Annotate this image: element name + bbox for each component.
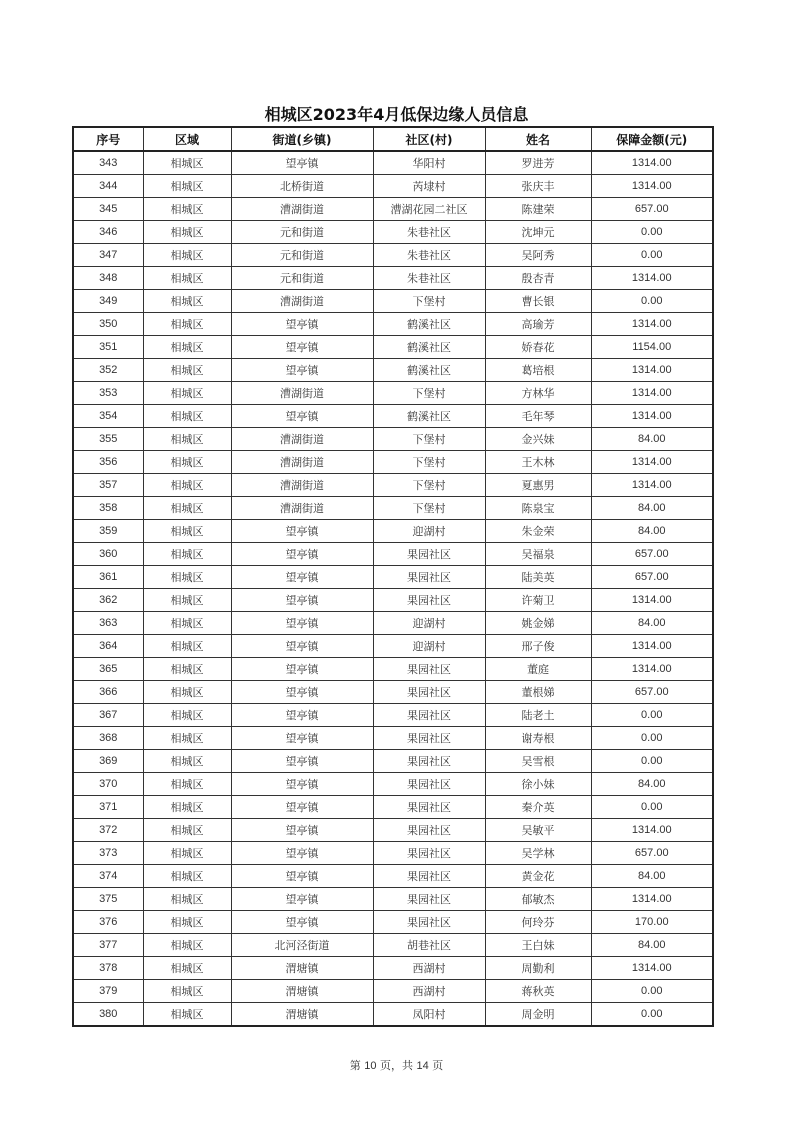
cell-index: 362 xyxy=(73,589,143,612)
cell-index: 378 xyxy=(73,957,143,980)
cell-district: 相城区 xyxy=(143,612,231,635)
cell-amount: 84.00 xyxy=(591,428,713,451)
cell-community: 朱巷社区 xyxy=(373,244,485,267)
cell-community: 果园社区 xyxy=(373,658,485,681)
cell-amount: 1154.00 xyxy=(591,336,713,359)
table-row xyxy=(73,658,713,681)
cell-name: 吴学林 xyxy=(485,842,591,865)
cell-community: 西湖村 xyxy=(373,957,485,980)
cell-name: 王木林 xyxy=(485,451,591,474)
cell-district: 相城区 xyxy=(143,151,231,175)
cell-index: 380 xyxy=(73,1003,143,1027)
cell-community: 下堡村 xyxy=(373,474,485,497)
table-header-row xyxy=(73,127,713,151)
column-header-street: 街道(乡镇) xyxy=(231,127,373,151)
cell-index: 344 xyxy=(73,175,143,198)
cell-street: 漕湖街道 xyxy=(231,382,373,405)
table-row xyxy=(73,888,713,911)
cell-community: 果园社区 xyxy=(373,796,485,819)
table-row xyxy=(73,566,713,589)
column-header-community: 社区(村) xyxy=(373,127,485,151)
table-row xyxy=(73,290,713,313)
cell-name: 周金明 xyxy=(485,1003,591,1027)
cell-district: 相城区 xyxy=(143,520,231,543)
cell-index: 343 xyxy=(73,151,143,175)
cell-name: 何玲芬 xyxy=(485,911,591,934)
cell-community: 漕湖花园二社区 xyxy=(373,198,485,221)
table-row xyxy=(73,704,713,727)
cell-name: 陈泉宝 xyxy=(485,497,591,520)
cell-district: 相城区 xyxy=(143,290,231,313)
cell-name: 秦介英 xyxy=(485,796,591,819)
cell-amount: 84.00 xyxy=(591,773,713,796)
cell-community: 下堡村 xyxy=(373,428,485,451)
cell-street: 漕湖街道 xyxy=(231,474,373,497)
cell-district: 相城区 xyxy=(143,405,231,428)
cell-street: 望亭镇 xyxy=(231,336,373,359)
cell-street: 北河泾街道 xyxy=(231,934,373,957)
cell-community: 迎湖村 xyxy=(373,635,485,658)
table-row xyxy=(73,405,713,428)
cell-name: 徐小妹 xyxy=(485,773,591,796)
cell-community: 果园社区 xyxy=(373,681,485,704)
cell-amount: 0.00 xyxy=(591,704,713,727)
cell-name: 沈坤元 xyxy=(485,221,591,244)
cell-name: 董根娣 xyxy=(485,681,591,704)
cell-street: 漕湖街道 xyxy=(231,290,373,313)
cell-community: 果园社区 xyxy=(373,819,485,842)
cell-district: 相城区 xyxy=(143,704,231,727)
cell-name: 吴福泉 xyxy=(485,543,591,566)
cell-district: 相城区 xyxy=(143,589,231,612)
cell-name: 方林华 xyxy=(485,382,591,405)
table-row xyxy=(73,221,713,244)
cell-street: 望亭镇 xyxy=(231,796,373,819)
cell-street: 元和街道 xyxy=(231,244,373,267)
cell-community: 果园社区 xyxy=(373,911,485,934)
cell-amount: 0.00 xyxy=(591,796,713,819)
cell-district: 相城区 xyxy=(143,681,231,704)
cell-street: 望亭镇 xyxy=(231,589,373,612)
cell-amount: 84.00 xyxy=(591,497,713,520)
cell-district: 相城区 xyxy=(143,865,231,888)
cell-district: 相城区 xyxy=(143,267,231,290)
table-row xyxy=(73,313,713,336)
cell-index: 349 xyxy=(73,290,143,313)
cell-name: 郁敏杰 xyxy=(485,888,591,911)
cell-street: 望亭镇 xyxy=(231,750,373,773)
cell-index: 352 xyxy=(73,359,143,382)
cell-district: 相城区 xyxy=(143,244,231,267)
cell-street: 望亭镇 xyxy=(231,635,373,658)
cell-district: 相城区 xyxy=(143,474,231,497)
cell-index: 367 xyxy=(73,704,143,727)
table-row xyxy=(73,267,713,290)
cell-street: 漕湖街道 xyxy=(231,428,373,451)
table-row xyxy=(73,612,713,635)
table-row xyxy=(73,520,713,543)
table-row xyxy=(73,474,713,497)
cell-community: 凤阳村 xyxy=(373,1003,485,1027)
cell-amount: 84.00 xyxy=(591,934,713,957)
cell-index: 347 xyxy=(73,244,143,267)
cell-index: 345 xyxy=(73,198,143,221)
cell-community: 果园社区 xyxy=(373,589,485,612)
cell-index: 373 xyxy=(73,842,143,865)
cell-community: 下堡村 xyxy=(373,290,485,313)
cell-name: 吴阿秀 xyxy=(485,244,591,267)
cell-street: 渭塘镇 xyxy=(231,957,373,980)
cell-district: 相城区 xyxy=(143,911,231,934)
cell-index: 348 xyxy=(73,267,143,290)
cell-name: 葛培根 xyxy=(485,359,591,382)
cell-district: 相城区 xyxy=(143,796,231,819)
cell-district: 相城区 xyxy=(143,957,231,980)
table-row xyxy=(73,428,713,451)
cell-street: 望亭镇 xyxy=(231,773,373,796)
column-header-index: 序号 xyxy=(73,127,143,151)
table-row xyxy=(73,175,713,198)
column-header-name: 姓名 xyxy=(485,127,591,151)
cell-community: 下堡村 xyxy=(373,382,485,405)
cell-street: 元和街道 xyxy=(231,267,373,290)
cell-amount: 1314.00 xyxy=(591,405,713,428)
cell-community: 果园社区 xyxy=(373,773,485,796)
cell-amount: 1314.00 xyxy=(591,151,713,175)
table-row xyxy=(73,750,713,773)
cell-amount: 1314.00 xyxy=(591,658,713,681)
cell-amount: 657.00 xyxy=(591,566,713,589)
table-body xyxy=(73,151,713,1026)
cell-name: 殷杏青 xyxy=(485,267,591,290)
cell-district: 相城区 xyxy=(143,497,231,520)
cell-name: 张庆丰 xyxy=(485,175,591,198)
cell-amount: 657.00 xyxy=(591,681,713,704)
table-row xyxy=(73,359,713,382)
cell-amount: 1314.00 xyxy=(591,957,713,980)
table-row xyxy=(73,980,713,1003)
cell-index: 371 xyxy=(73,796,143,819)
cell-name: 王白妹 xyxy=(485,934,591,957)
cell-amount: 1314.00 xyxy=(591,819,713,842)
footer-suffix: 页 xyxy=(432,1059,444,1072)
cell-street: 望亭镇 xyxy=(231,865,373,888)
cell-community: 鹤溪社区 xyxy=(373,313,485,336)
cell-index: 366 xyxy=(73,681,143,704)
cell-index: 376 xyxy=(73,911,143,934)
cell-amount: 1314.00 xyxy=(591,267,713,290)
cell-district: 相城区 xyxy=(143,727,231,750)
cell-street: 元和街道 xyxy=(231,221,373,244)
cell-index: 368 xyxy=(73,727,143,750)
cell-community: 鹤溪社区 xyxy=(373,336,485,359)
cell-district: 相城区 xyxy=(143,888,231,911)
cell-amount: 1314.00 xyxy=(591,382,713,405)
cell-index: 353 xyxy=(73,382,143,405)
table-row xyxy=(73,934,713,957)
table-row xyxy=(73,796,713,819)
cell-amount: 0.00 xyxy=(591,1003,713,1027)
cell-district: 相城区 xyxy=(143,1003,231,1027)
cell-street: 渭塘镇 xyxy=(231,1003,373,1027)
cell-index: 363 xyxy=(73,612,143,635)
cell-community: 朱巷社区 xyxy=(373,267,485,290)
cell-name: 金兴妹 xyxy=(485,428,591,451)
cell-street: 望亭镇 xyxy=(231,566,373,589)
cell-amount: 657.00 xyxy=(591,198,713,221)
column-header-amount: 保障金额(元) xyxy=(591,127,713,151)
cell-street: 望亭镇 xyxy=(231,658,373,681)
cell-amount: 84.00 xyxy=(591,865,713,888)
cell-index: 356 xyxy=(73,451,143,474)
current-page-number: 10 xyxy=(364,1060,377,1072)
recipient-table xyxy=(72,126,714,1027)
cell-community: 果园社区 xyxy=(373,727,485,750)
cell-name: 陆美英 xyxy=(485,566,591,589)
cell-amount: 84.00 xyxy=(591,520,713,543)
cell-district: 相城区 xyxy=(143,428,231,451)
table-row xyxy=(73,773,713,796)
table-row xyxy=(73,589,713,612)
cell-amount: 1314.00 xyxy=(591,589,713,612)
cell-name: 陈建荣 xyxy=(485,198,591,221)
cell-amount: 1314.00 xyxy=(591,635,713,658)
cell-amount: 0.00 xyxy=(591,727,713,750)
cell-name: 董庭 xyxy=(485,658,591,681)
cell-street: 望亭镇 xyxy=(231,819,373,842)
cell-community: 鹤溪社区 xyxy=(373,405,485,428)
footer-middle: 页，共 xyxy=(380,1059,413,1072)
cell-street: 望亭镇 xyxy=(231,681,373,704)
cell-amount: 0.00 xyxy=(591,290,713,313)
cell-street: 望亭镇 xyxy=(231,612,373,635)
cell-name: 毛年琴 xyxy=(485,405,591,428)
cell-amount: 0.00 xyxy=(591,750,713,773)
cell-name: 吴雪根 xyxy=(485,750,591,773)
cell-community: 朱巷社区 xyxy=(373,221,485,244)
cell-district: 相城区 xyxy=(143,198,231,221)
table-row xyxy=(73,451,713,474)
cell-community: 果园社区 xyxy=(373,888,485,911)
cell-street: 北桥街道 xyxy=(231,175,373,198)
cell-amount: 0.00 xyxy=(591,244,713,267)
cell-district: 相城区 xyxy=(143,842,231,865)
cell-index: 364 xyxy=(73,635,143,658)
cell-community: 下堡村 xyxy=(373,451,485,474)
cell-district: 相城区 xyxy=(143,635,231,658)
cell-street: 望亭镇 xyxy=(231,313,373,336)
cell-name: 蒋秋英 xyxy=(485,980,591,1003)
table-row xyxy=(73,497,713,520)
cell-community: 果园社区 xyxy=(373,566,485,589)
cell-amount: 657.00 xyxy=(591,543,713,566)
cell-district: 相城区 xyxy=(143,382,231,405)
cell-name: 谢寿根 xyxy=(485,727,591,750)
cell-index: 359 xyxy=(73,520,143,543)
cell-amount: 84.00 xyxy=(591,612,713,635)
cell-street: 望亭镇 xyxy=(231,842,373,865)
table-row xyxy=(73,198,713,221)
cell-name: 邢子俊 xyxy=(485,635,591,658)
cell-community: 芮埭村 xyxy=(373,175,485,198)
cell-street: 望亭镇 xyxy=(231,704,373,727)
cell-name: 许菊卫 xyxy=(485,589,591,612)
table-row xyxy=(73,957,713,980)
cell-street: 漕湖街道 xyxy=(231,451,373,474)
cell-community: 鹤溪社区 xyxy=(373,359,485,382)
table-row xyxy=(73,244,713,267)
cell-community: 下堡村 xyxy=(373,497,485,520)
cell-index: 350 xyxy=(73,313,143,336)
cell-street: 望亭镇 xyxy=(231,151,373,175)
cell-community: 华阳村 xyxy=(373,151,485,175)
cell-district: 相城区 xyxy=(143,934,231,957)
cell-amount: 170.00 xyxy=(591,911,713,934)
cell-district: 相城区 xyxy=(143,658,231,681)
table-row xyxy=(73,382,713,405)
cell-community: 果园社区 xyxy=(373,842,485,865)
cell-community: 迎湖村 xyxy=(373,520,485,543)
cell-community: 胡巷社区 xyxy=(373,934,485,957)
table-row xyxy=(73,635,713,658)
cell-district: 相城区 xyxy=(143,566,231,589)
cell-index: 369 xyxy=(73,750,143,773)
cell-street: 渭塘镇 xyxy=(231,980,373,1003)
cell-district: 相城区 xyxy=(143,221,231,244)
cell-district: 相城区 xyxy=(143,313,231,336)
table-row xyxy=(73,865,713,888)
cell-street: 望亭镇 xyxy=(231,911,373,934)
cell-amount: 1314.00 xyxy=(591,359,713,382)
cell-community: 果园社区 xyxy=(373,704,485,727)
cell-district: 相城区 xyxy=(143,819,231,842)
cell-index: 377 xyxy=(73,934,143,957)
cell-amount: 0.00 xyxy=(591,221,713,244)
footer-prefix: 第 xyxy=(349,1059,361,1072)
page-footer xyxy=(0,1057,793,1073)
cell-index: 375 xyxy=(73,888,143,911)
cell-index: 370 xyxy=(73,773,143,796)
cell-community: 果园社区 xyxy=(373,865,485,888)
cell-district: 相城区 xyxy=(143,773,231,796)
cell-amount: 1314.00 xyxy=(591,474,713,497)
cell-community: 果园社区 xyxy=(373,750,485,773)
cell-amount: 1314.00 xyxy=(591,888,713,911)
cell-index: 365 xyxy=(73,658,143,681)
cell-index: 374 xyxy=(73,865,143,888)
cell-community: 西湖村 xyxy=(373,980,485,1003)
cell-name: 罗进芳 xyxy=(485,151,591,175)
cell-district: 相城区 xyxy=(143,750,231,773)
total-page-number: 14 xyxy=(416,1060,429,1072)
table-row xyxy=(73,911,713,934)
table-row xyxy=(73,819,713,842)
cell-street: 望亭镇 xyxy=(231,727,373,750)
cell-name: 陆老土 xyxy=(485,704,591,727)
cell-district: 相城区 xyxy=(143,336,231,359)
cell-district: 相城区 xyxy=(143,980,231,1003)
cell-index: 354 xyxy=(73,405,143,428)
cell-street: 望亭镇 xyxy=(231,359,373,382)
cell-index: 361 xyxy=(73,566,143,589)
cell-street: 望亭镇 xyxy=(231,888,373,911)
cell-index: 379 xyxy=(73,980,143,1003)
column-header-district: 区域 xyxy=(143,127,231,151)
cell-index: 357 xyxy=(73,474,143,497)
cell-name: 黄金花 xyxy=(485,865,591,888)
cell-amount: 0.00 xyxy=(591,980,713,1003)
cell-district: 相城区 xyxy=(143,359,231,382)
cell-amount: 657.00 xyxy=(591,842,713,865)
cell-community: 果园社区 xyxy=(373,543,485,566)
cell-name: 曹长银 xyxy=(485,290,591,313)
table-row xyxy=(73,151,713,175)
table-row xyxy=(73,543,713,566)
cell-street: 漕湖街道 xyxy=(231,497,373,520)
cell-index: 346 xyxy=(73,221,143,244)
cell-index: 358 xyxy=(73,497,143,520)
cell-name: 高瑜芳 xyxy=(485,313,591,336)
cell-street: 漕湖街道 xyxy=(231,198,373,221)
cell-name: 吴敏平 xyxy=(485,819,591,842)
table-row xyxy=(73,681,713,704)
cell-name: 娇春花 xyxy=(485,336,591,359)
cell-district: 相城区 xyxy=(143,175,231,198)
cell-district: 相城区 xyxy=(143,451,231,474)
document-title: 相城区2023年4月低保边缘人员信息 xyxy=(264,105,529,124)
cell-community: 迎湖村 xyxy=(373,612,485,635)
table-row xyxy=(73,336,713,359)
cell-street: 望亭镇 xyxy=(231,543,373,566)
table-row xyxy=(73,1003,713,1027)
cell-index: 351 xyxy=(73,336,143,359)
cell-index: 360 xyxy=(73,543,143,566)
table-row xyxy=(73,727,713,750)
table-row xyxy=(73,842,713,865)
cell-index: 372 xyxy=(73,819,143,842)
cell-street: 望亭镇 xyxy=(231,520,373,543)
cell-name: 夏惠男 xyxy=(485,474,591,497)
cell-amount: 1314.00 xyxy=(591,175,713,198)
cell-amount: 1314.00 xyxy=(591,313,713,336)
cell-name: 姚金娣 xyxy=(485,612,591,635)
cell-district: 相城区 xyxy=(143,543,231,566)
cell-name: 朱金荣 xyxy=(485,520,591,543)
cell-street: 望亭镇 xyxy=(231,405,373,428)
cell-amount: 1314.00 xyxy=(591,451,713,474)
cell-name: 周勤利 xyxy=(485,957,591,980)
cell-index: 355 xyxy=(73,428,143,451)
